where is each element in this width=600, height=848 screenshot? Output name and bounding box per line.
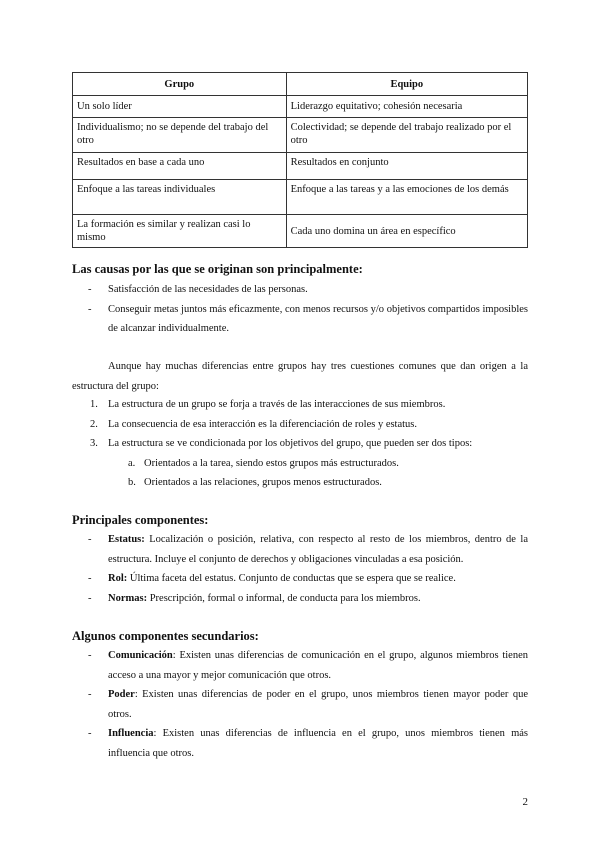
list-number: 2. <box>90 418 98 430</box>
term-influencia: Influencia <box>108 728 154 739</box>
list-item-text: La estructura se ve condicionada por los objetivos del grupo, que pueden ser dos tipos: <box>108 438 473 449</box>
table-cell: La formación es similar y realizan casi lo mismo <box>73 215 287 248</box>
section-title-secundarios: Algunos componentes secundarios: <box>72 629 259 643</box>
table-cell: Individualismo; no se depende del trabajo del otro <box>73 118 287 153</box>
list-item <box>72 685 528 724</box>
list-letter: a. <box>128 457 136 469</box>
term-estatus: Estatus: <box>108 534 145 545</box>
table-cell: Resultados en conjunto <box>286 153 527 180</box>
table-cell: Resultados en base a cada uno <box>73 153 287 180</box>
intro-paragraph: Aunque hay muchas diferencias entre grupos hay tres cuestiones comunes que dan origen a la estructura del grupo: <box>72 361 528 392</box>
list-item <box>72 280 528 300</box>
principales-list <box>72 530 528 608</box>
causas-list <box>72 280 528 339</box>
sub-list-item <box>72 473 528 493</box>
secundarios-list <box>72 646 528 763</box>
dash-bullet: - <box>88 284 92 295</box>
column-header-equipo: Equipo <box>286 73 527 96</box>
list-item-text: Prescripción, formal o informal, de conducta para los miembros. <box>147 592 421 604</box>
term-normas: Normas: <box>108 592 148 604</box>
table-cell: Enfoque a las tareas individuales <box>73 180 287 215</box>
sub-list-item <box>72 454 528 474</box>
list-item-text: Última faceta del estatus. Conjunto de conductas que se espera que se realice. <box>127 573 456 584</box>
table-cell: Un solo líder <box>73 96 287 118</box>
list-item <box>72 530 528 569</box>
column-header-grupo: Grupo <box>73 73 287 96</box>
list-item-text: Localización o posición, relativa, con respecto al resto de los miembros, dentro de la estructura. Incluye el conjunto de derechos y obligaciones vinculadas a esa posición. <box>108 534 528 565</box>
list-item <box>72 395 528 415</box>
list-item-text: Orientados a la tarea, siendo estos grupos más estructurados. <box>144 457 399 469</box>
list-item <box>72 434 528 454</box>
term-poder: Poder <box>108 689 135 700</box>
dash-bullet: - <box>88 534 92 545</box>
list-item <box>72 589 528 609</box>
dash-bullet: - <box>88 650 92 661</box>
term-rol: Rol: <box>108 573 128 584</box>
list-number: 3. <box>90 438 98 449</box>
dash-bullet: - <box>88 728 92 739</box>
list-letter: b. <box>128 477 136 488</box>
list-item <box>72 415 528 435</box>
list-item <box>72 569 528 589</box>
list-item-text: Conseguir metas juntos más eficazmente, con menos recursos y/o objetivos compartidos imposibles de alcanzar individualmente. <box>108 303 528 334</box>
list-number: 1. <box>90 399 98 410</box>
table-cell: Liderazgo equitativo; cohesión necesaria <box>286 96 527 118</box>
section-title-principales: Principales componentes: <box>72 513 209 527</box>
list-item <box>72 646 528 685</box>
dash-bullet: - <box>88 303 92 315</box>
table-cell: Cada uno domina un área en específico <box>286 215 527 248</box>
table-row <box>73 118 528 153</box>
comparison-table <box>72 72 528 248</box>
table-cell: Enfoque a las tareas y a las emociones de los demás <box>286 180 527 215</box>
dash-bullet: - <box>88 689 92 700</box>
table-row <box>73 96 528 118</box>
table-header-row <box>73 73 528 96</box>
table-row <box>73 180 528 215</box>
section-title-causas: Las causas por las que se originan son principalmente: <box>72 262 363 276</box>
page-number: 2 <box>522 796 528 808</box>
numbered-list <box>72 395 528 493</box>
term-comunicacion: Comunicación <box>108 650 173 661</box>
list-item-text: : Existen unas diferencias de poder en el grupo, unos miembros tienen mayor poder que otros. <box>108 689 528 720</box>
dash-bullet: - <box>88 573 92 584</box>
table-cell: Colectividad; se depende del trabajo realizado por el otro <box>286 118 527 153</box>
table-row <box>73 153 528 180</box>
list-item-text: : Existen unas diferencias de influencia en el grupo, unos miembros tienen más influencia que otros. <box>108 728 528 759</box>
list-item-text: La consecuencia de esa interacción es la diferenciación de roles y estatus. <box>108 418 418 430</box>
list-item <box>72 724 528 763</box>
dash-bullet: - <box>88 592 92 604</box>
list-item-text: La estructura de un grupo se forja a través de las interacciones de sus miembros. <box>108 399 446 410</box>
list-item <box>72 300 528 339</box>
table-row <box>73 215 528 248</box>
list-item-text: : Existen unas diferencias de comunicación en el grupo, algunos miembros tienen acceso a una mayor y mejor comunicación que otros. <box>108 650 528 681</box>
list-item-text: Orientados a las relaciones, grupos menos estructurados. <box>144 477 382 488</box>
list-item-text: Satisfacción de las necesidades de las personas. <box>108 284 308 295</box>
